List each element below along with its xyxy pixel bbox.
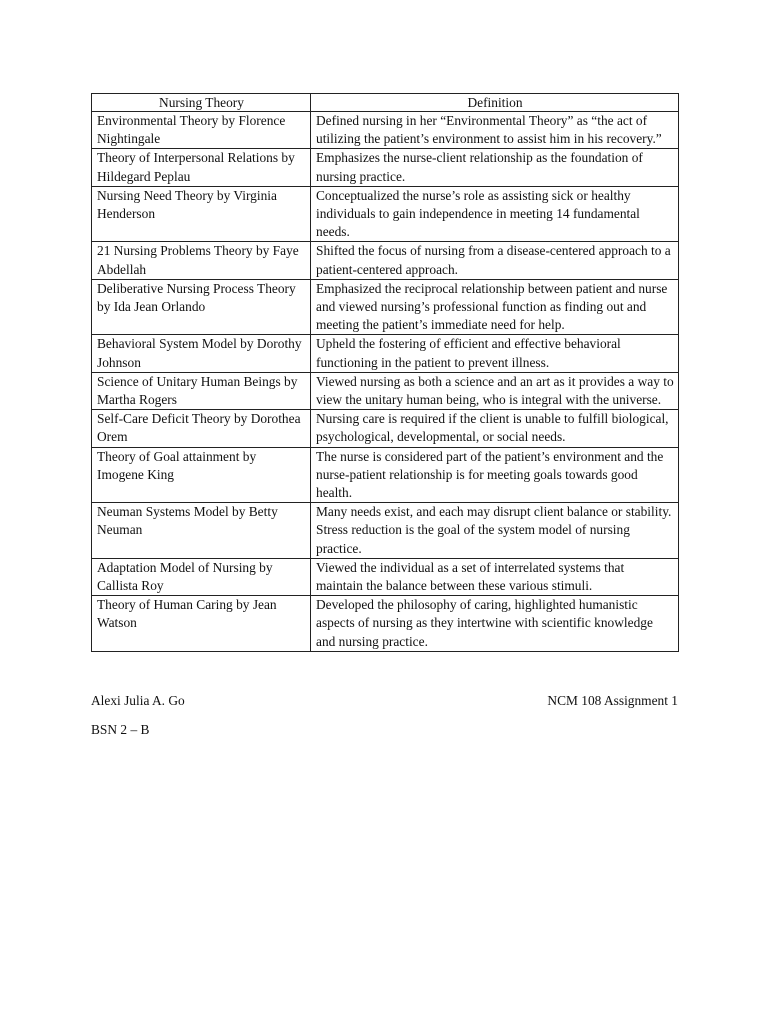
definition-cell: Conceptualized the nurse’s role as assisting sick or healthy individuals to gain independence in meeting 14 fundamental needs. (311, 186, 679, 242)
table-row (92, 558, 679, 595)
definition-cell: Viewed nursing as both a science and an art as it provides a way to view the unitary human being, who is integral with the universe. (311, 372, 679, 409)
table-row (92, 242, 679, 279)
theory-cell: Theory of Interpersonal Relations by Hildegard Peplau (92, 149, 311, 186)
table-row (92, 279, 679, 335)
table-row (92, 410, 679, 447)
author-name: Alexi Julia A. Go (91, 693, 185, 708)
definition-cell: The nurse is considered part of the patient’s environment and the nurse-patient relationship is for meeting goals towards good health. (311, 447, 679, 503)
theory-cell: 21 Nursing Problems Theory by Faye Abdellah (92, 242, 311, 279)
definition-cell: Defined nursing in her “Environmental Theory” as “the act of utilizing the patient’s environment to assist him in his recovery.” (311, 112, 679, 149)
table-header-row (92, 94, 679, 112)
theory-cell: Theory of Human Caring by Jean Watson (92, 596, 311, 652)
theory-cell: Neuman Systems Model by Betty Neuman (92, 503, 311, 559)
table-row (92, 447, 679, 503)
theory-cell: Environmental Theory by Florence Nightingale (92, 112, 311, 149)
theory-cell: Adaptation Model of Nursing by Callista Roy (92, 558, 311, 595)
definition-cell: Viewed the individual as a set of interrelated systems that maintain the balance between these various stimuli. (311, 558, 679, 595)
table-row (92, 186, 679, 242)
theory-cell: Deliberative Nursing Process Theory by Ida Jean Orlando (92, 279, 311, 335)
definition-cell: Nursing care is required if the client is unable to fulfill biological, psychological, developmental, or social needs. (311, 410, 679, 447)
theory-cell: Nursing Need Theory by Virginia Henderson (92, 186, 311, 242)
column-header-definition: Definition (311, 94, 679, 112)
table-row (92, 372, 679, 409)
definition-cell: Shifted the focus of nursing from a disease-centered approach to a patient-centered approach. (311, 242, 679, 279)
column-header-nursing-theory: Nursing Theory (92, 94, 311, 112)
class-section: BSN 2 – B (91, 722, 150, 737)
theory-cell: Self-Care Deficit Theory by Dorothea Orem (92, 410, 311, 447)
table-row (92, 149, 679, 186)
table-row (92, 335, 679, 372)
definition-cell: Developed the philosophy of caring, highlighted humanistic aspects of nursing as they intertwine with scientific knowledge and nursing practice. (311, 596, 679, 652)
theory-cell: Theory of Goal attainment by Imogene King (92, 447, 311, 503)
nursing-theories-table (91, 93, 679, 652)
definition-cell: Emphasized the reciprocal relationship between patient and nurse and viewed nursing’s professional function as finding out and meeting the patient’s immediate need for help. (311, 279, 679, 335)
theory-cell: Behavioral System Model by Dorothy Johnson (92, 335, 311, 372)
table-row (92, 112, 679, 149)
table-row (92, 503, 679, 559)
definition-cell: Upheld the fostering of efficient and effective behavioral functioning in the patient to prevent illness. (311, 335, 679, 372)
definition-cell: Many needs exist, and each may disrupt client balance or stability. Stress reduction is the goal of the system model of nursing practice. (311, 503, 679, 559)
table-row (92, 596, 679, 652)
theory-cell: Science of Unitary Human Beings by Martha Rogers (92, 372, 311, 409)
definition-cell: Emphasizes the nurse-client relationship as the foundation of nursing practice. (311, 149, 679, 186)
assignment-label: NCM 108 Assignment 1 (547, 693, 678, 708)
